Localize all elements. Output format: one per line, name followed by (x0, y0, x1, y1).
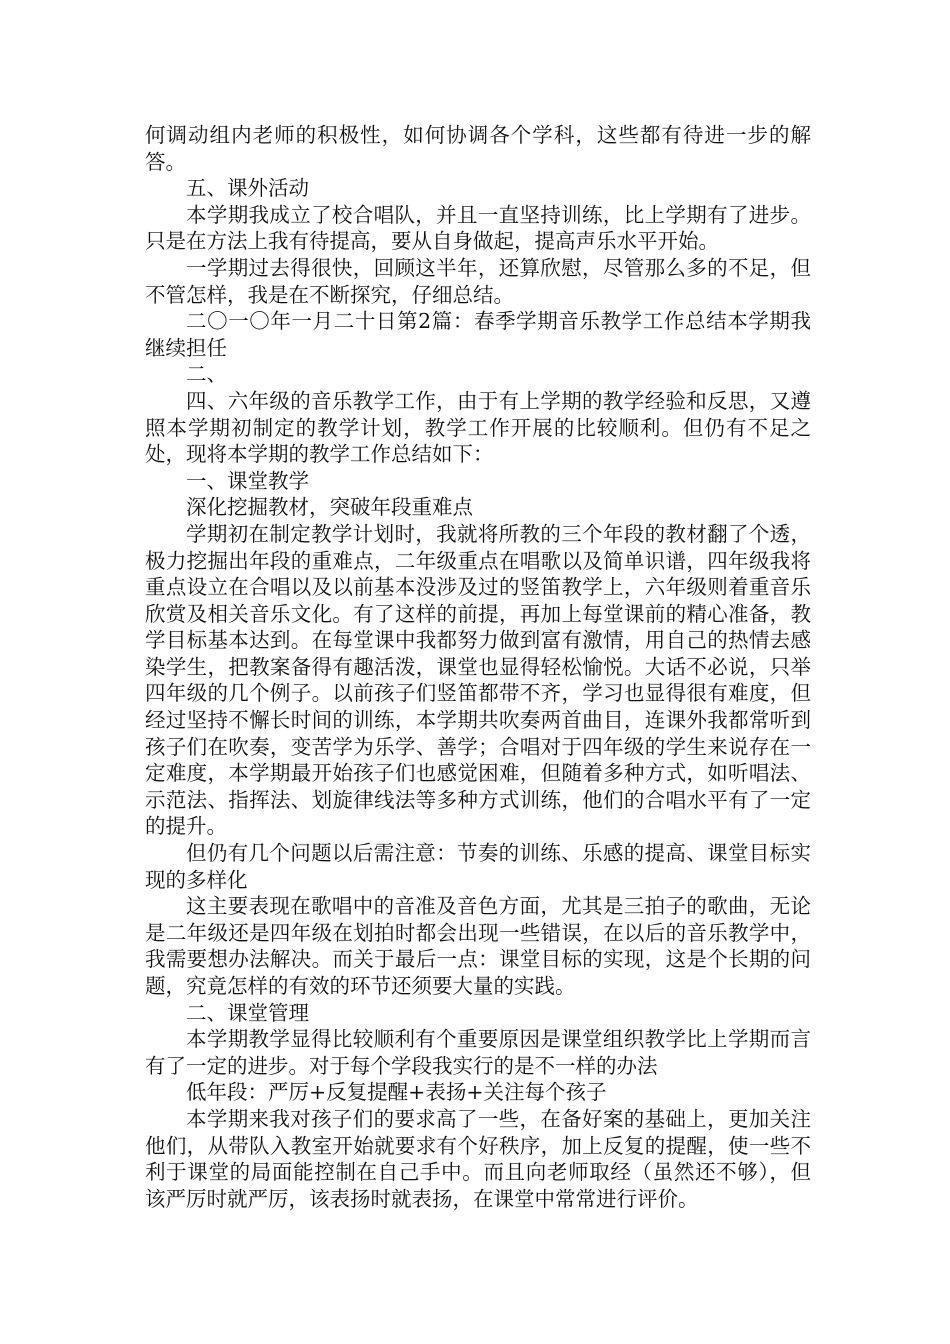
paragraph: 本学期来我对孩子们的要求高了一些，在备好案的基础上，更加关注他们，从带队入教室开始就要求有个好秩序，加上反复的提醒，使一些不利于课堂的局面能控制在自己手中。而且向老师取经（虽然还不够），但该严厉时就严厉，该表扬时就表扬，在课堂中常常进行评价。 (145, 1106, 811, 1211)
paragraph: 二〇一〇年一月二十日第2篇：春季学期音乐教学工作总结本学期我继续担任 (145, 309, 811, 360)
paragraph: 一学期过去得很快，回顾这半年，还算欣慰，尽管那么多的不足，但不管怎样，我是在不断探究，仔细总结。 (145, 255, 811, 307)
paragraph: 本学期教学显得比较顺利有个重要原因是课堂组织教学比上学期而言有了一定的进步。对于每个学段我实行的是不一样的办法 (145, 1027, 811, 1078)
subheading: 低年段：严厉+反复提醒+表扬+关注每个孩子 (186, 1080, 607, 1105)
subheading: 深化挖掘教材，突破年段重难点 (186, 495, 473, 520)
paragraph: 学期初在制定教学计划时，我就将所教的三个年段的教材翻了个透，极力挖掘出年段的重难点，二年级重点在唱歌以及简单识谱，四年级我将重点设立在合唱以及以前基本没涉及过的竖笛教学上，六年级则着重音乐欣赏及相关音乐文化。有了这样的前提，再加上每堂课前的精心准备，教学目标基本达到。在每堂课中我都努力做到富有激情，用自己的热情去感染学生，把教案备得有趣活泼，课堂也显得轻松愉悦。大话不必说，只举四年级的几个例子。以前孩子们竖笛都带不齐，学习也显得很有难度，但经过坚持不懈长时间的训练，本学期共吹奏两首曲目，连课外我都常听到孩子们在吹奏，变苦学为乐学、善学；合唱对于四年级的学生来说存在一定难度，本学期最开始孩子们也感觉困难，但随着多种方式，如听唱法、示范法、指挥法、划旋律线法等多种方式训练，他们的合唱水平有了一定的提升。 (145, 521, 811, 839)
subheading: 但仍有几个问题以后需注意：节奏的训练、乐感的提高、课堂目标实现的多样化 (145, 841, 811, 892)
document-body (145, 122, 811, 1212)
section-heading: 五、课外活动 (186, 176, 309, 201)
paragraph: 这主要表现在歌唱中的音准及音色方面，尤其是三拍子的歌曲，无论是二年级还是四年级在划拍时都会出现一些错误，在以后的音乐教学中，我需要想办法解决。而关于最后一点：课堂目标的实现，这是个长期的问题，究竟怎样的有效的环节还须要大量的实践。 (145, 894, 811, 998)
paragraph: 二、 (186, 362, 227, 387)
paragraph: 四、六年级的音乐教学工作，由于有上学期的教学经验和反思，又遵照本学期初制定的教学计划，教学工作开展的比较顺利。但仍有不足之处，现将本学期的教学工作总结如下： (145, 388, 811, 467)
paragraph: 何调动组内老师的积极性，如何协调各个学科，这些都有待进一步的解答。 (145, 123, 811, 174)
section-heading: 二、课堂管理 (186, 1000, 309, 1025)
paragraph: 本学期我成立了校合唱队，并且一直坚持训练，比上学期有了进步。只是在方法上我有待提高，要从自身做起，提高声乐水平开始。 (145, 202, 811, 254)
section-heading: 一、课堂教学 (186, 468, 309, 493)
